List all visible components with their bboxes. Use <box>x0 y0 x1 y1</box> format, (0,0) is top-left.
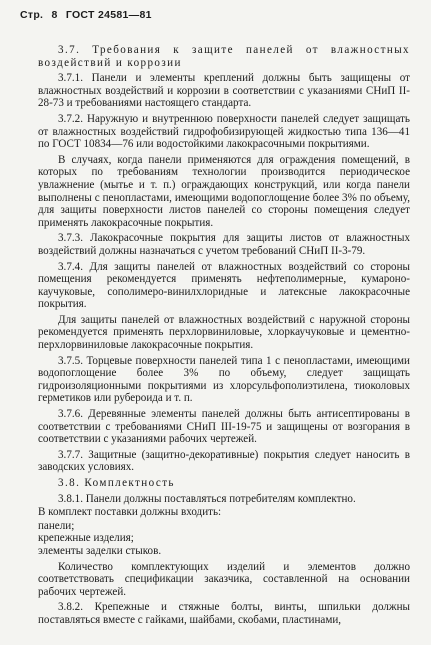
clause-3-8-2: 3.8.2. Крепежные и стяжные болты, винты, шпильки должны поставляться вместе с гайками, шайбами, скобами, пластинами, <box>38 601 410 626</box>
clause-3-7-7: 3.7.7. Защитные (защитно-декоративные) покрытия следует наносить в заводских условиях. <box>38 448 410 474</box>
page-prefix: Стр. <box>20 9 44 21</box>
list-item: панели; <box>38 519 75 532</box>
standard-code: ГОСТ 24581—81 <box>65 9 152 21</box>
page-header <box>20 9 157 21</box>
section-heading-3-7: 3.7. Требования к защите панелей от влажностных воздействий и коррозии <box>38 44 410 69</box>
clause-3-7-2: 3.7.2. Наружную и внутреннюю поверхности панелей следует защищать от влажностных воздействий гидрофобизирующей жидкостью типа 136—41 по ГОСТ 10834—76 или водостойкими лакокрасочными покрытиями. <box>38 112 410 151</box>
document-body <box>38 44 410 630</box>
kit-intro: В комплект поставки должны входить: <box>38 506 222 519</box>
section-heading-3-8: 3.8. Комплектность <box>58 477 175 489</box>
list-item: элементы заделки стыков. <box>38 544 162 557</box>
clause-3-7-5: 3.7.5. Торцевые поверхности панелей типа 1 с пенопластами, имеющими водопоглощение более 3% по объему, следует защищать гидроизоляционными покрытиями из хлорсульфополиэтилена, тиоколовых герметиков или рубероида и т. п. <box>38 354 410 405</box>
clause-3-7-4: 3.7.4. Для защиты панелей от влажностных воздействий со стороны помещения рекомендуется применять нефтеполимерные, кумароно-каучуковые, сополимеро-винилхлоридные и латексные лакокрасочные покрытия. <box>38 260 410 311</box>
clause-3-7-2-cont: В случаях, когда панели применяются для ограждения помещений, в которых по требованиям технологии производится периодическое увлажнение (мытье и т. п.) ограждающих конструкций, или когда панели выполнены с пенопластами, имеющими водопоглощение более 3% по объему, для защиты поверхности листов панелей со стороны помещения следует применять лакокрасочные покрытия. <box>38 153 410 229</box>
clause-3-8-1: 3.8.1. Панели должны поставляться потребителям комплектно. <box>58 492 356 505</box>
clause-3-7-6: 3.7.6. Деревянные элементы панелей должны быть антисептированы в соответствии с требованиями СНиП III-19-75 и защищены от возгорания в соответствии с указаниями рабочих чертежей. <box>38 408 410 446</box>
clause-3-7-3: 3.7.3. Лакокрасочные покрытия для защиты листов от влажностных воздействий должны назначаться с учетом требований СНиП II-3-79. <box>38 232 410 257</box>
clause-3-7-4-cont: Для защиты панелей от влажностных воздействий с наружной стороны рекомендуется применять перхлорвиниловые, хлоркаучуковые и цементно-перхлорвиниловые лакокрасочные покрытия. <box>38 313 410 352</box>
kit-quantity-note: Количество комплектующих изделий и элементов должно соответствовать спецификации заказчика, составленной на основании рабочих чертежей. <box>38 560 410 598</box>
list-item: крепежные изделия; <box>38 532 134 545</box>
page-number: 8 <box>51 9 58 21</box>
clause-3-7-1: 3.7.1. Панели и элементы креплений должны быть защищены от влажностных воздействий и коррозии в соответствии с указаниями СНиП II-28-73 и требованиями настоящего стандарта. <box>38 72 410 110</box>
